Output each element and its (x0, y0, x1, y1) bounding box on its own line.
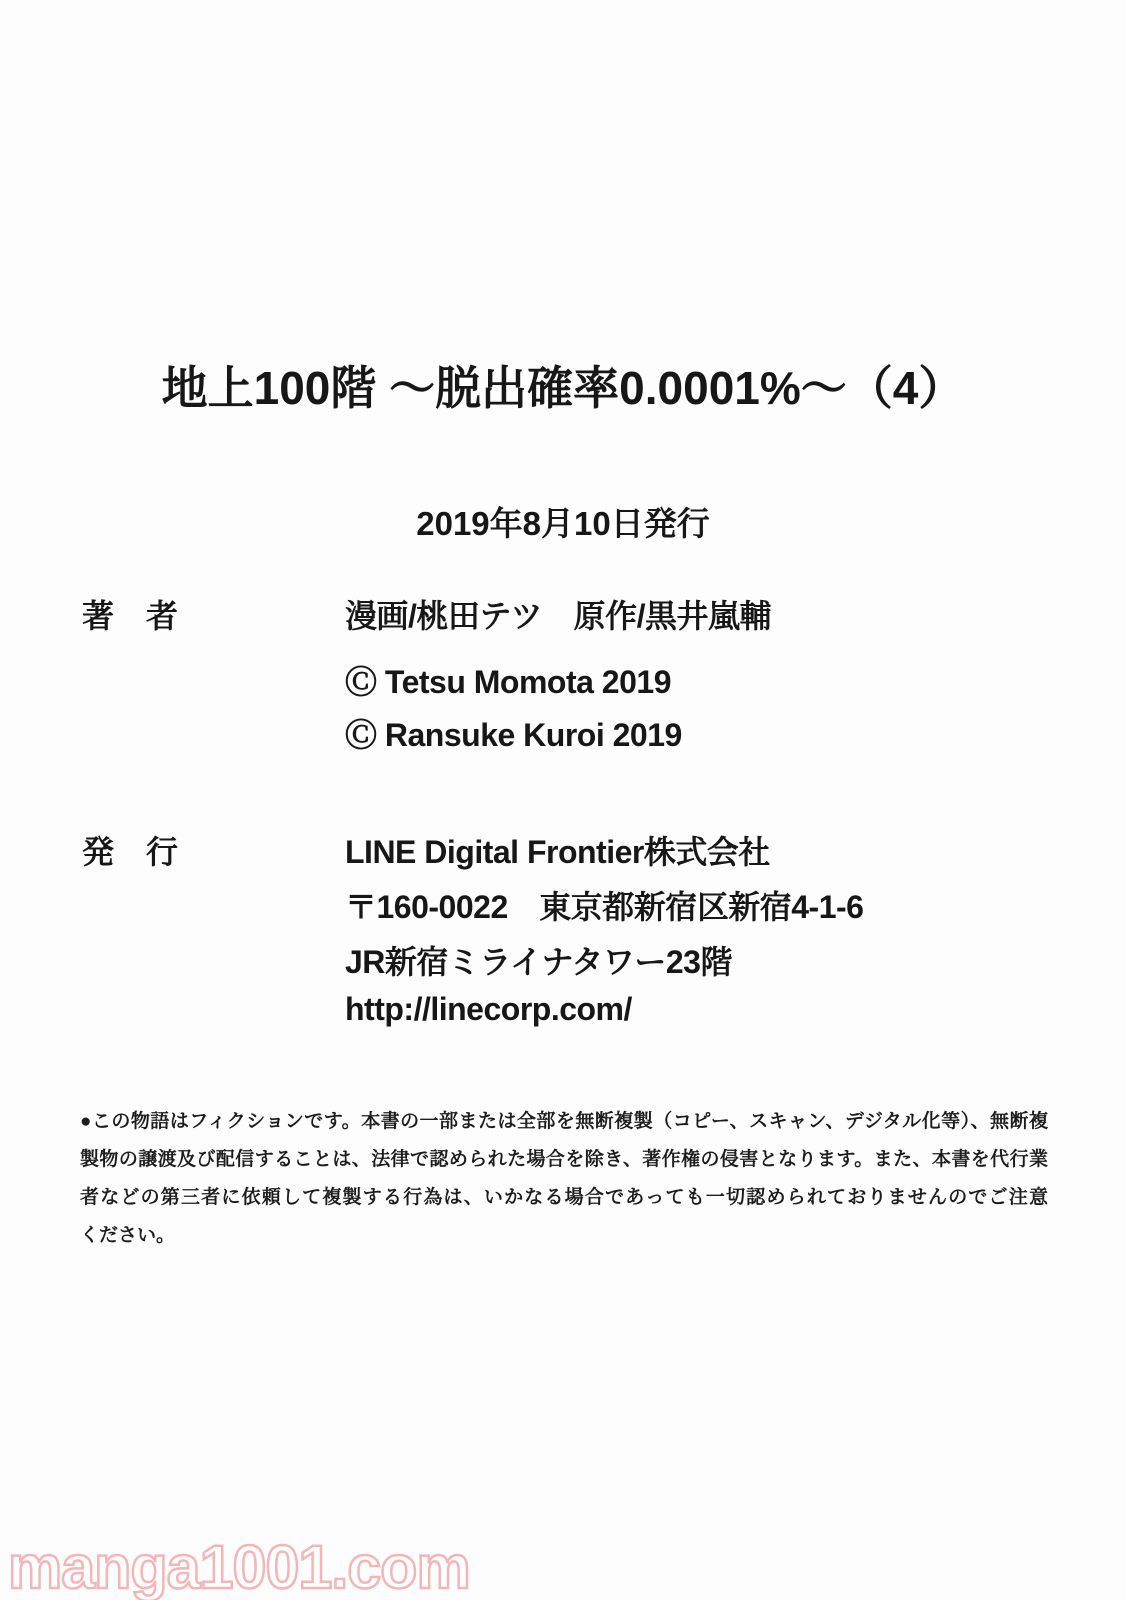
publisher-address: 〒160-0022 東京都新宿区新宿4-1-6 (345, 889, 864, 925)
disclaimer-line-1: ●この物語はフィクションです。本書の一部または全部を無断複製（コピー、スキャン、デジタル化等）、無断複 (80, 1111, 1048, 1132)
publisher-label: 発 行 (82, 834, 179, 870)
publisher-url: http://linecorp.com/ (345, 991, 632, 1027)
disclaimer-notice (80, 1103, 1048, 1255)
copyright-artist: Ⓒ Tetsu Momota 2019 (345, 664, 671, 700)
disclaimer-line-4: ください。 (80, 1225, 176, 1246)
watermark-manga1001: manga1001.com (8, 1533, 470, 1600)
publisher-name: LINE Digital Frontier株式会社 (345, 834, 770, 870)
author-credit: 漫画/桃田テツ 原作/黒井嵐輔 (345, 598, 771, 634)
publisher-building: JR新宿ミライナタワー23階 (345, 944, 732, 980)
disclaimer-line-3: 者などの第三者に依頼して複製する行為は、いかなる場合であっても一切認められておりませんのでご注意 (80, 1187, 1048, 1208)
disclaimer-line-2: 製物の譲渡及び配信することは、法律で認められた場合を除き、著作権の侵害となります。また、本書を代行業 (80, 1149, 1048, 1170)
author-label: 著 者 (82, 598, 179, 634)
book-title: 地上100階 ～脱出確率0.0001%～（4） (161, 362, 965, 414)
publish-date: 2019年8月10日発行 (416, 505, 710, 542)
copyright-writer: Ⓒ Ransuke Kuroi 2019 (345, 717, 682, 753)
